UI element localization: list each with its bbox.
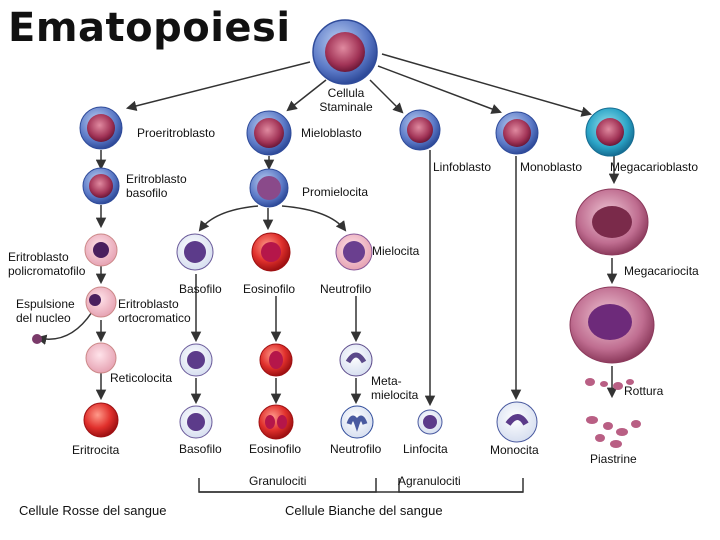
- cell-mielocita-eosinofilo: [252, 233, 290, 271]
- label-piastrine: Piastrine: [590, 452, 637, 466]
- label-neutrofilo: Neutrofilo: [330, 442, 382, 456]
- label-linfocita: Linfocita: [403, 442, 448, 456]
- label-mielocita-basofilo: Basofilo: [179, 282, 222, 296]
- label-cellule-bianche: Cellule Bianche del sangue: [285, 503, 443, 518]
- cell-mielocita-basofilo: [177, 234, 213, 270]
- label-mielocita-eosinofilo: Eosinofilo: [243, 282, 296, 296]
- label-cellula-staminale: Cellula Staminale: [319, 86, 373, 114]
- label-rottura: Rottura: [624, 384, 664, 398]
- label-cellule-rosse: Cellule Rosse del sangue: [19, 503, 167, 518]
- label-granulociti: Granulociti: [249, 474, 307, 488]
- cell-eosinofilo: [259, 405, 293, 439]
- platelets: [586, 416, 641, 448]
- label-espulsione-nucleo: Espulsione del nucleo: [16, 297, 75, 325]
- cell-eritroblasto-basofilo: [83, 168, 119, 204]
- label-megacariocita: Megacariocita: [624, 264, 699, 278]
- cell-cellula-staminale: [313, 20, 377, 84]
- cell-megacarioblasto: [586, 108, 634, 156]
- label-basofilo: Basofilo: [179, 442, 222, 456]
- title: Ematopoiesi: [8, 5, 291, 51]
- cell-proeritroblasto: [80, 107, 122, 149]
- label-monoblasto: Monoblasto: [520, 160, 583, 174]
- cell-basofilo: [180, 406, 212, 438]
- cell-mielocita-neutrofilo: [336, 234, 372, 270]
- label-mieloblasto: Mieloblasto: [301, 126, 362, 140]
- label-eosinofilo: Eosinofilo: [249, 442, 302, 456]
- label-eritrocita: Eritrocita: [72, 443, 120, 457]
- label-agranulociti: Agranulociti: [398, 474, 461, 488]
- cell-eritroblasto-policromatofilo: [85, 234, 117, 266]
- label-reticolocita: Reticolocita: [110, 371, 173, 385]
- cell-monoblasto: [496, 112, 538, 154]
- label-promielocita: Promielocita: [302, 185, 369, 199]
- label-eritroblasto-policromatofilo: Eritroblasto policromatofilo: [8, 250, 86, 278]
- cell-megacariocita: [576, 189, 648, 255]
- label-eritroblasto-ortocromatico: Eritroblasto ortocromatico: [118, 297, 191, 325]
- cell-metamielocita-basofilo: [180, 344, 212, 376]
- label-linfoblasto: Linfoblasto: [433, 160, 492, 174]
- arrow-stem-monoblasto: [378, 66, 500, 112]
- cell-mieloblasto: [247, 111, 291, 155]
- cell-linfocita: [418, 410, 442, 434]
- brackets: [199, 478, 523, 492]
- arrow-stem-megacarioblasto: [382, 54, 590, 114]
- cell-eritroblasto-ortocromatico: [86, 287, 116, 317]
- arrow-stem-proeritroblasto: [128, 62, 310, 108]
- cell-neutrofilo: [341, 406, 373, 438]
- label-mielocita-neutrofilo: Neutrofilo: [320, 282, 372, 296]
- expelled-nucleus: [32, 334, 42, 344]
- cell-monocita: [497, 402, 537, 442]
- cell-eritrocita: [84, 403, 118, 437]
- label-megacarioblasto: Megacarioblasto: [610, 160, 699, 174]
- cell-metamielocita-neutrofilo: [340, 344, 372, 376]
- cell-reticolocita: [86, 343, 116, 373]
- cell-megacariocita-large: [570, 287, 654, 363]
- label-monocita: Monocita: [490, 443, 539, 457]
- cell-linfoblasto: [400, 110, 440, 150]
- label-metamielocita: Meta- mielocita: [371, 374, 419, 402]
- cell-promielocita: [250, 169, 288, 207]
- cell-metamielocita-eosinofilo: [260, 344, 292, 376]
- label-proeritroblasto: Proeritroblasto: [137, 126, 216, 140]
- label-eritroblasto-basofilo: Eritroblasto basofilo: [126, 172, 187, 200]
- label-mielocita: Mielocita: [372, 244, 420, 258]
